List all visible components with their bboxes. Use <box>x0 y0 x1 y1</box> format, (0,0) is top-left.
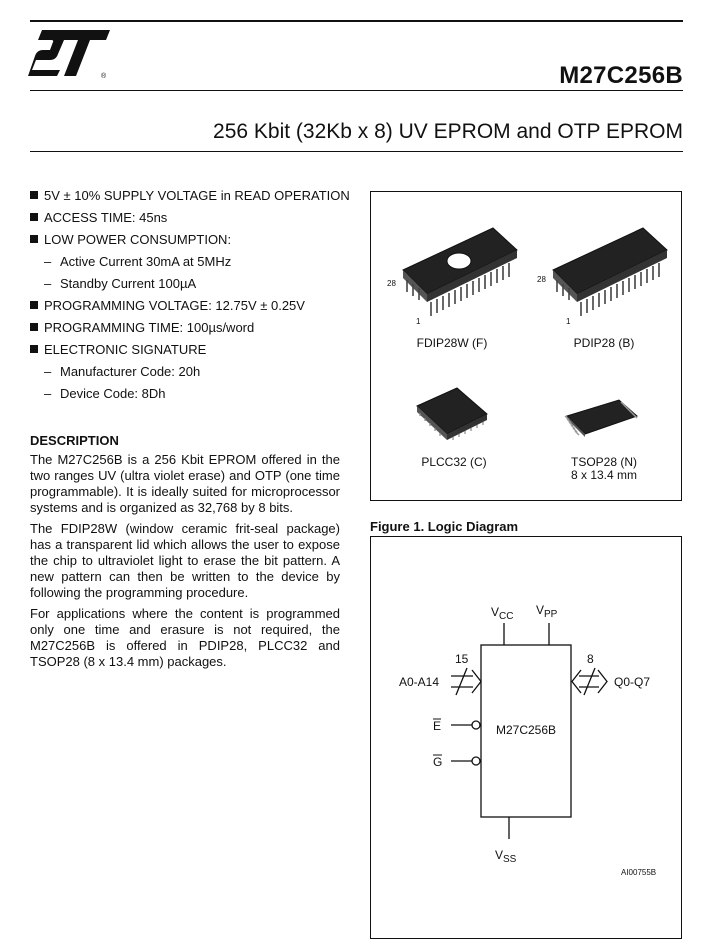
figure-title: Figure 1. Logic Diagram <box>370 519 519 534</box>
logic-diagram <box>370 536 682 939</box>
description-paragraph: The M27C256B is a 256 Kbit EPROM offered in the two ranges UV (ultra violet erase) and OTP (one time programmable). It is ideally suited for microprocessor systems and is organized as 32,768 by 8 bits. <box>30 452 340 515</box>
logic-diagram-svg <box>371 537 681 938</box>
feature-item: PROGRAMMING TIME: 100µs/word <box>30 319 350 336</box>
feature-item: LOW POWER CONSUMPTION: <box>30 231 350 248</box>
address-width: 15 <box>455 652 469 666</box>
feature-item: PROGRAMMING VOLTAGE: 12.75V ± 0.25V <box>30 297 350 314</box>
st-logo-icon <box>28 30 110 82</box>
tsop-sublabel: 8 x 13.4 mm <box>570 468 638 482</box>
data-label: Q0-Q7 <box>614 675 651 689</box>
pdip-label: PDIP28 (B) <box>573 336 635 350</box>
chip-label: M27C256B <box>495 723 557 737</box>
e-label: E <box>433 719 442 733</box>
description-heading: DESCRIPTION <box>30 433 119 448</box>
feature-list <box>30 187 350 407</box>
fdip-label: FDIP28W (F) <box>416 336 488 350</box>
feature-subitem: – Active Current 30mA at 5MHz <box>44 254 232 269</box>
pdip-package-icon <box>537 220 673 330</box>
description-body <box>30 452 340 675</box>
plcc-package-icon <box>411 384 491 448</box>
feature-item: 5V ± 10% SUPPLY VOLTAGE in READ OPERATION <box>30 187 350 204</box>
header-rule <box>30 90 683 91</box>
pdip-pin1: 1 <box>566 317 571 326</box>
svg-text:®: ® <box>101 73 107 80</box>
fdip-pin28: 28 <box>387 279 396 288</box>
feature-item: ACCESS TIME: 45ns <box>30 209 350 226</box>
tsop-package-icon <box>563 398 643 444</box>
description-paragraph: The FDIP28W (window ceramic frit-seal package) has a transparent lid which allows the user to expose the chip to ultraviolet light to erase the bit pattern. A new pattern can then be written to the device by following the programming procedure. <box>30 521 340 600</box>
top-rule <box>30 20 683 22</box>
feature-item: ELECTRONIC SIGNATURE <box>30 341 350 358</box>
page-subtitle: 256 Kbit (32Kb x 8) UV EPROM and OTP EPROM <box>213 120 683 143</box>
vpp-label: $V_{PP}$ <box>536 603 558 620</box>
description-paragraph: For applications where the content is programmed only one time and erasure is not required, the M27C256B is offered in PDIP28, PLCC32 and TSOP28 (8 x 13.4 mm) packages. <box>30 606 340 669</box>
feature-subitem: – Standby Current 100µA <box>44 276 197 291</box>
fdip-pin1: 1 <box>416 317 421 326</box>
plcc-label: PLCC32 (C) <box>421 455 487 469</box>
data-width: 8 <box>587 652 594 666</box>
g-label: G <box>433 755 443 769</box>
figure-code: AI00755B <box>621 868 657 877</box>
fdip-package-icon <box>387 220 523 330</box>
vss-label: $V_{SS}$ <box>495 848 517 865</box>
part-number: M27C256B <box>559 62 683 89</box>
feature-subitem: – Device Code: 8Dh <box>44 386 166 401</box>
address-label: A0-A14 <box>399 675 440 689</box>
feature-subitem: – Manufacturer Code: 20h <box>44 364 201 379</box>
subtitle-rule <box>30 151 683 152</box>
pdip-pin28: 28 <box>537 275 546 284</box>
package-figure <box>370 191 682 501</box>
tsop-label: TSOP28 (N) <box>570 455 637 469</box>
vcc-label: $V_{CC}$ <box>491 605 514 622</box>
